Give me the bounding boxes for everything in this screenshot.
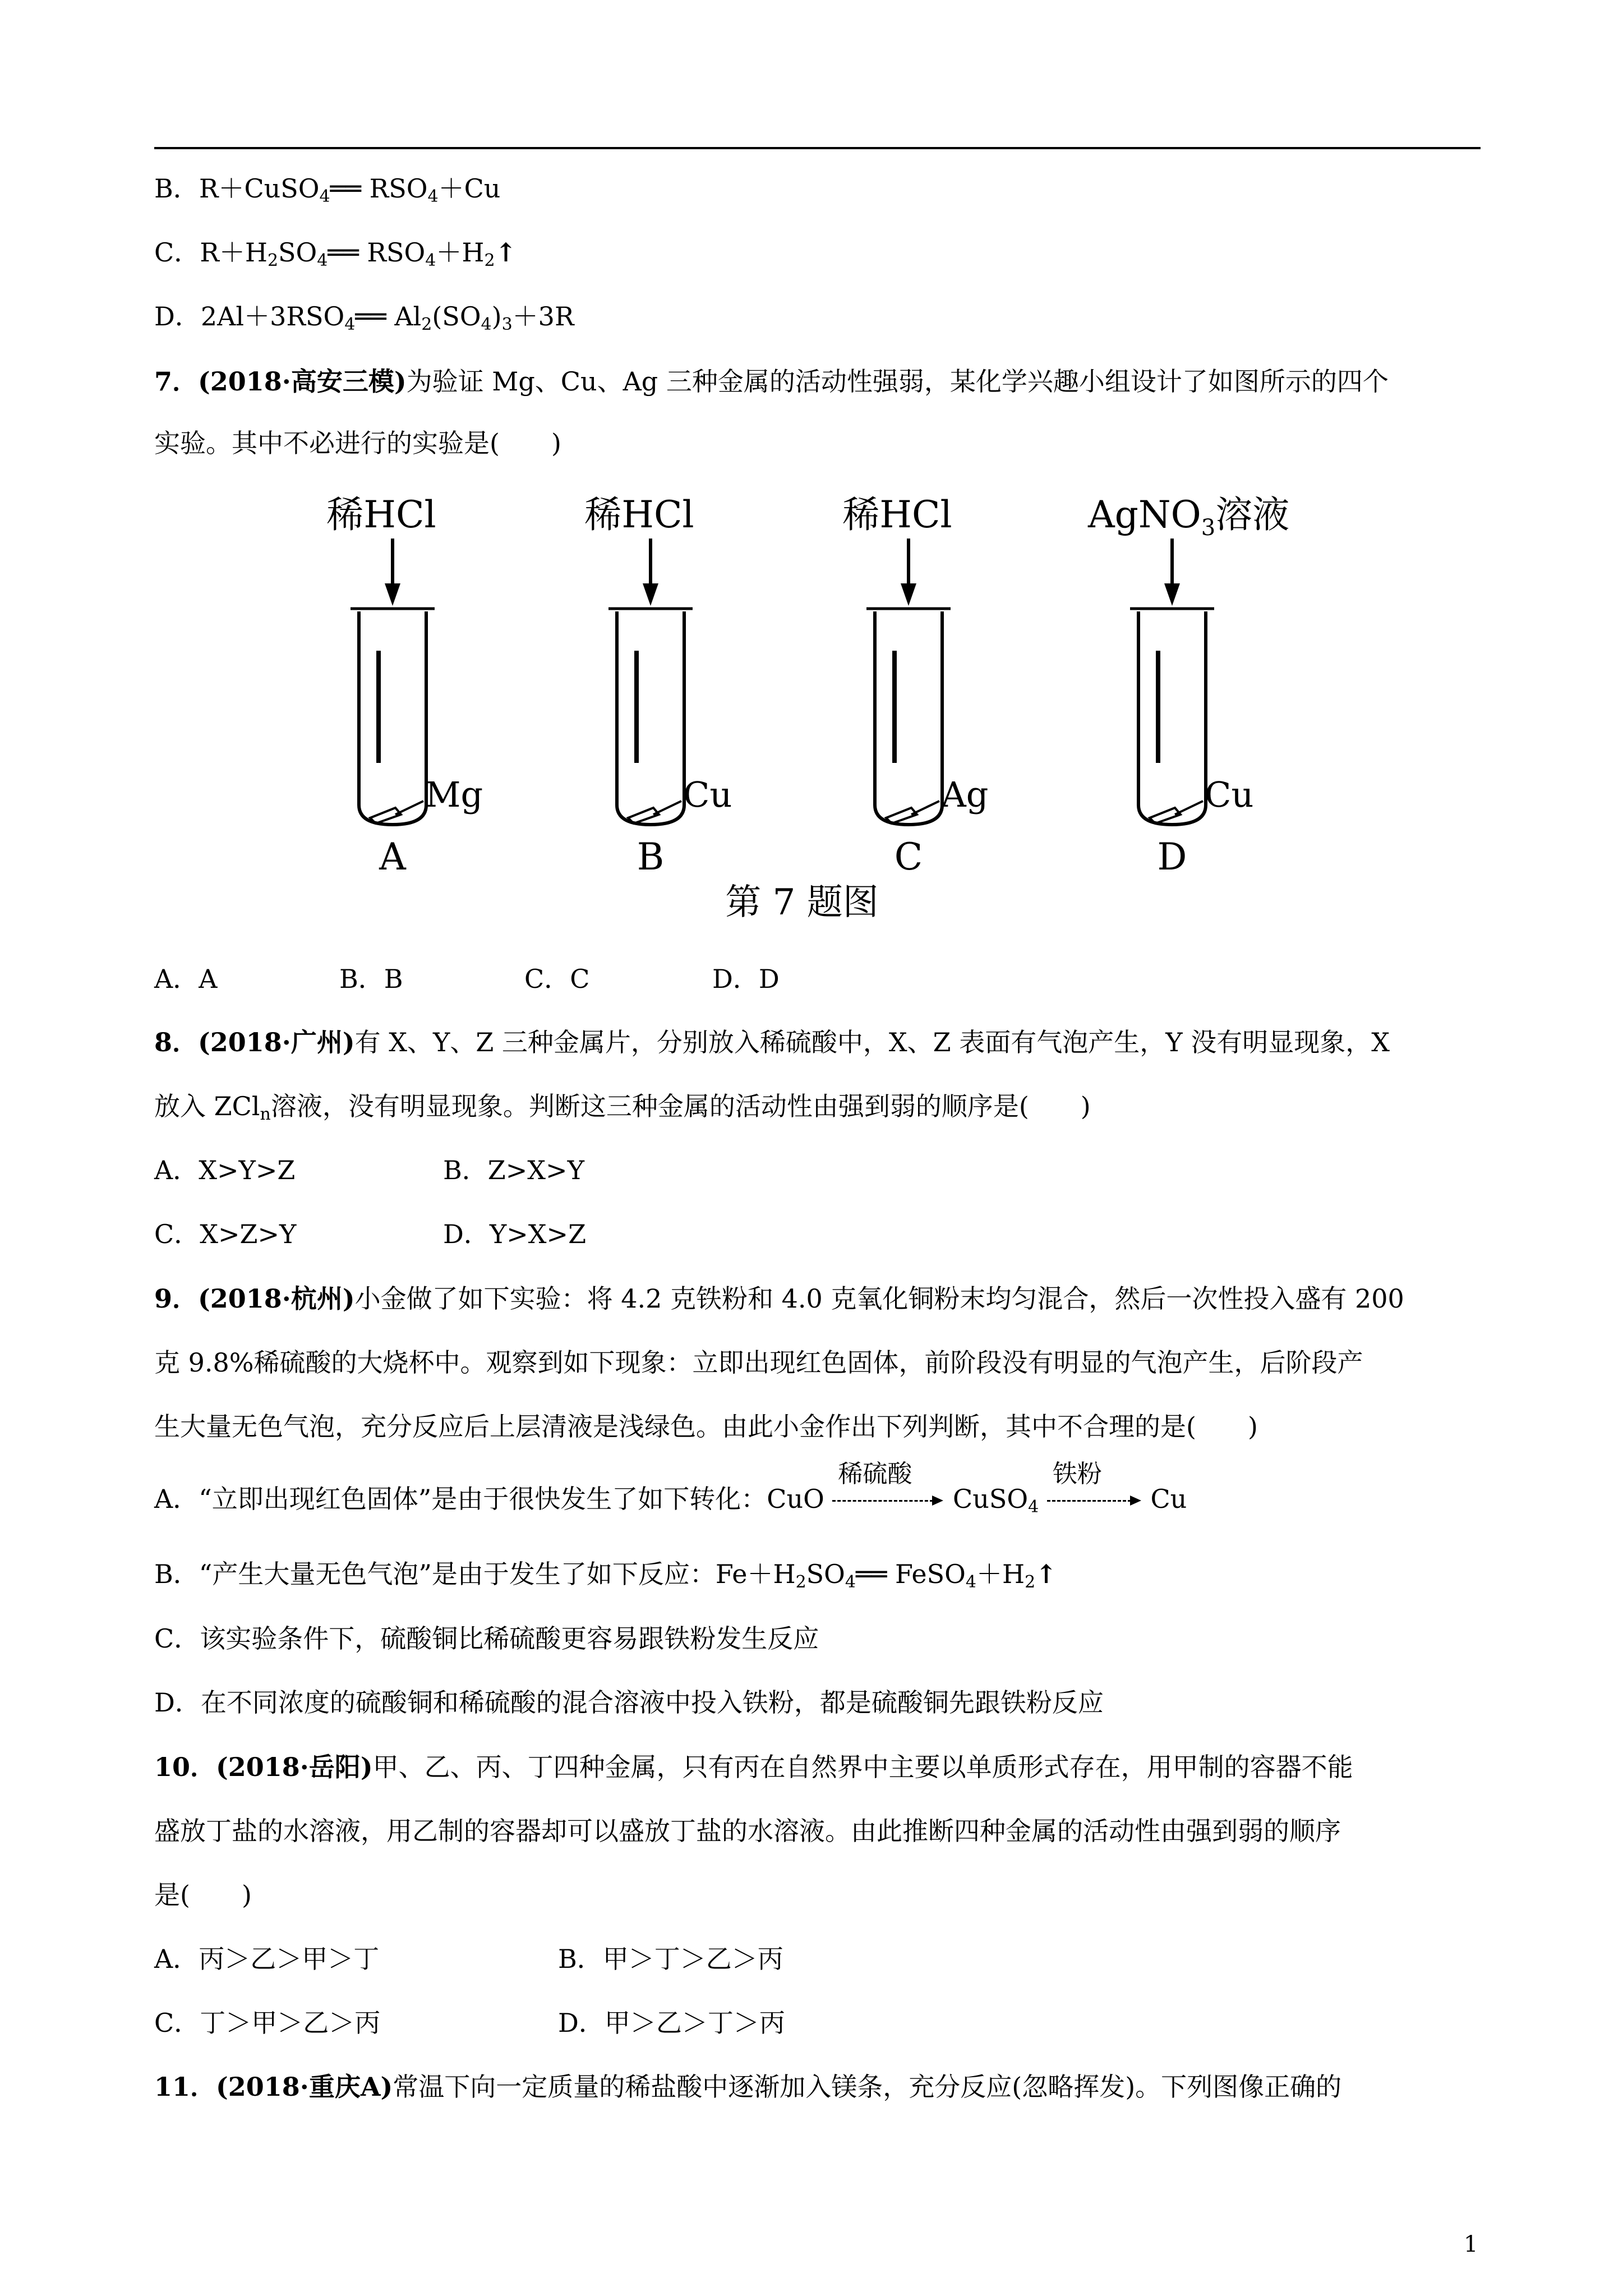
q9-line-2: 克 9.8%稀硫酸的大烧杯中。观察到如下现象：立即出现红色固体，前阶段没有明显的气泡产生，后阶段产 [154,1347,1363,1378]
reagent-label: 稀HCl [842,494,952,536]
q6-option-d: D．$2Al+3RSO_4══$ $Al_2(SO_4)_3+3R$ [154,301,574,334]
tube-label: D [1157,835,1187,878]
arrow-head [901,583,916,606]
pointer-line [1175,801,1203,815]
q10-option-b: B．甲＞丁＞乙＞丙 [558,1944,783,1974]
q9-option-a: A．“立即出现红色固体”是由于很快发生了如下转化：CuO 稀硫酸 CuSO$_4$ 铁粉 Cu [154,1460,1187,1517]
q6-option-c: C．$R+H_2SO_4══$ $RSO_4+H_2↑$ [154,237,517,270]
conversion-arrow-1: 稀硫酸 [832,1484,944,1518]
q10-options-row-2 [154,2006,785,2040]
q9-line-3: 生大量无色气泡，充分反应后上层清液是浅绿色。由此小金作出下列判断，其中不合理的是( ) [154,1411,1258,1442]
page-number: 1 [1464,2231,1478,2257]
q8-option-b: B．Z>X>Y [443,1155,584,1185]
test-tube [875,611,942,825]
q8-line-1: 8．(2018·广州)有 X、Y、Z 三种金属片，分别放入稀硫酸中，X、Z 表面有气泡产生，Y 没有明显现象，X [154,1027,1390,1057]
q10-option-c: C．丁＞甲＞乙＞丙 [154,2008,381,2038]
q7-line-1: 7．(2018·高安三模)为验证 Mg、Cu、Ag 三种金属的活动性强弱，某化学兴趣小组设计了如图所示的四个 [154,366,1389,397]
q10-line-1: 10．(2018·岳阳)甲、乙、丙、丁四种金属，只有丙在自然界中主要以单质形式存在，用甲制的容器不能 [154,1752,1353,1782]
q10-option-a: A．丙＞乙＞甲＞丁 [154,1944,380,1974]
q7-figure [292,494,1357,942]
reagent-label: 稀HCl [584,494,694,536]
tube-label: B [637,835,665,878]
metal-label: Ag [941,774,989,815]
pointer-line [911,801,939,815]
q10-option-d: D．甲＞乙＞丁＞丙 [558,2008,785,2038]
arrow-head [385,583,400,606]
q7-option-a: A．A [154,964,218,994]
q8-options-row-2 [154,1217,586,1251]
reagent-label: 稀HCl [326,494,436,536]
figure-caption: 第 7 题图 [725,882,879,923]
pointer-line [653,801,681,815]
q9-option-d: D．在不同浓度的硫酸铜和稀硫酸的混合溶液中投入铁粉，都是硫酸铜先跟铁粉反应 [154,1687,1104,1718]
tube-label: A [379,835,406,878]
q7-options [154,962,780,996]
metal-label: Mg [425,774,483,815]
test-tube [359,611,426,825]
q7-line-2: 实验。其中不必进行的实验是( ) [154,428,561,458]
test-tube [617,611,684,825]
q8-option-d: D．Y>X>Z [443,1219,587,1249]
metal-piece [370,808,401,823]
metal-label: Cu [683,774,732,815]
q10-line-2: 盛放丁盐的水溶液，用乙制的容器却可以盛放丁盐的水溶液。由此推断四种金属的活动性由强到弱的顺序 [154,1816,1341,1846]
q7-option-d: D．D [712,964,780,994]
reagent-label: AgNO$_3$溶液 [1088,494,1290,541]
metal-piece [628,808,659,823]
q9-option-c: C．该实验条件下，硫酸铜比稀硫酸更容易跟铁粉发生反应 [154,1623,819,1654]
q10-options-row-1 [154,1942,783,1976]
tube-label: C [894,835,923,878]
header-rule [154,147,1481,149]
conversion-arrow-2: 铁粉 [1047,1484,1142,1518]
q8-option-c: C．X>Z>Y [154,1219,297,1249]
q7-option-b: B．B [339,964,403,994]
q6-option-b: B．R＋CuSO$_4$══ $RSO_4+Cu$ [154,173,501,206]
q7-option-c: C．C [524,964,590,994]
metal-piece [1150,808,1181,823]
arrow-head [643,583,658,606]
arrow-head [1164,583,1180,606]
q8-options-row-1 [154,1153,584,1187]
q8-option-a: A．X>Y>Z [154,1155,296,1185]
metal-piece [886,808,917,823]
q8-line-2: 放入 ZCl$_n$溶液，没有明显现象。判断这三种金属的活动性由强到弱的顺序是( ) [154,1091,1091,1124]
q11-line-1: 11．(2018·重庆A)常温下向一定质量的稀盐酸中逐渐加入镁条，充分反应(忽略挥发)。下列图像正确的 [154,2072,1342,2102]
metal-label: Cu [1205,774,1254,815]
q10-line-3: 是( ) [154,1880,252,1910]
pointer-line [395,801,423,815]
q9-option-b: B．“产生大量无色气泡”是由于发生了如下反应：$Fe+H_2SO_4══$ $FeSO_4+H_2↑$ [154,1559,1057,1592]
q9-line-1: 9．(2018·杭州)小金做了如下实验：将 4.2 克铁粉和 4.0 克氧化铜粉末均匀混合，然后一次性投入盛有 200 [154,1283,1404,1314]
test-tube [1138,611,1206,825]
